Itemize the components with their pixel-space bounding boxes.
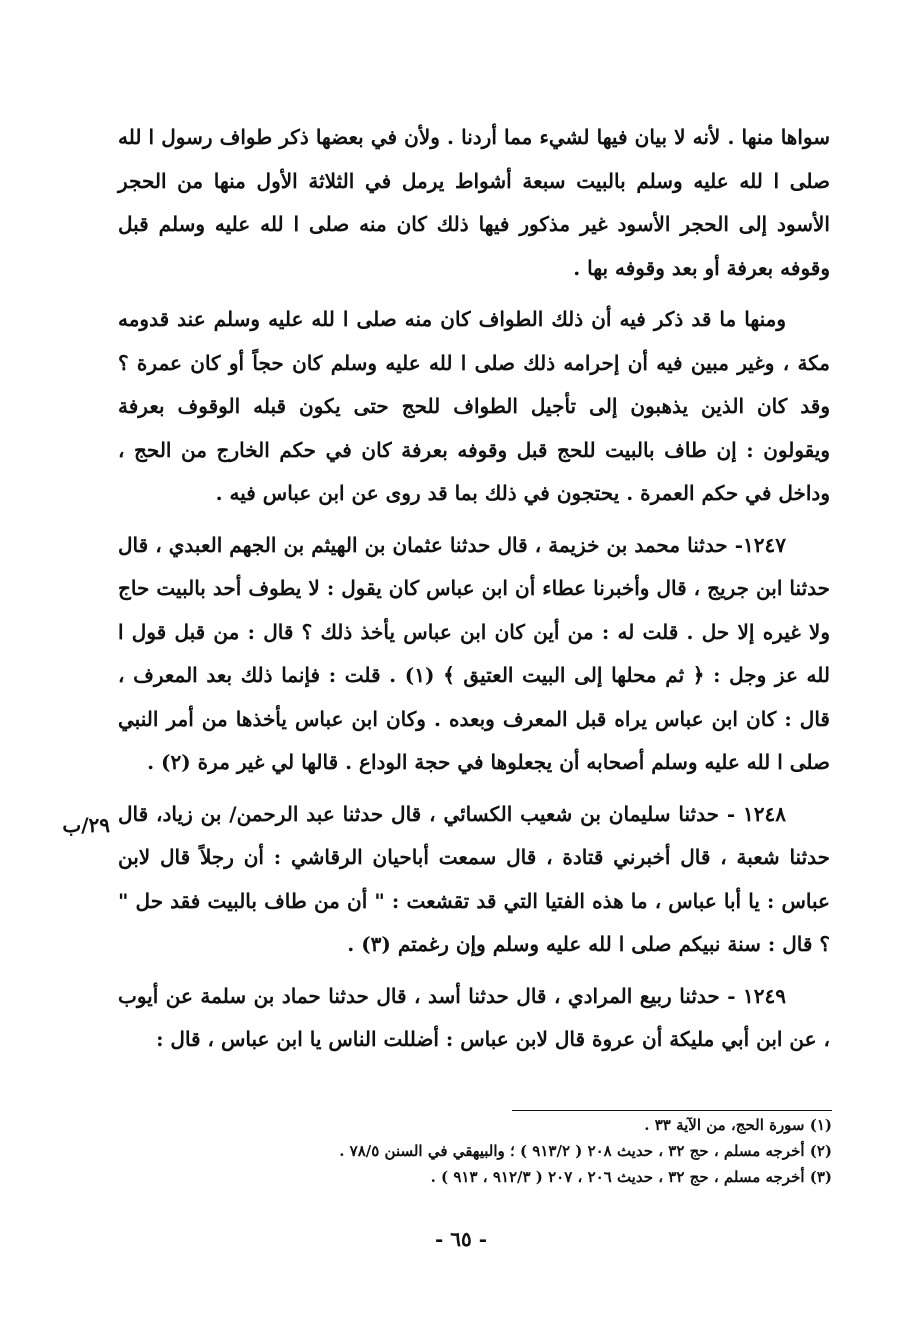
- footnotes: [200, 1112, 832, 1190]
- paragraph-2: ومنها ما قد ذكر فيه أن ذلك الطواف كان منه صلى ا لله عليه وسلم عند قدومه مكة ، وغير مبين فيه أن إحرامه ذلك صلى ا لله عليه وسلم كان حجاً أو كان عمرة ؟ وقد كان الذين يذهبون إلى تأجيل الطواف للحج حتى يكون قبله الوقوف بعرفة ويقولون : إن طاف بالبيت للحج قبل وقوفه بعرفة كان في حكم الخارج من الحج ، وداخل في حكم العمرة . يحتجون في ذلك بما قد روى عن ابن عباس فيه .: [118, 307, 830, 505]
- hadith-1247: ١٢٤٧- حدثنا محمد بن خزيمة ، قال حدثنا عثمان بن الهيثم بن الجهم العبدي ، قال حدثنا ابن جريج ، قال وأخبرنا عطاء أن ابن عباس كان يقول : لا يطوف أحد بالبيت حاج ولا غيره إلا حل . قلت له : من أين كان ابن عباس يأخذ ذلك ؟ قال : من قبل قول ا لله عز وجل : ﴿ ثم محلها إلى البيت العتيق ﴾ (١) . قلت : فإنما ذلك بعد المعرف ، قال : كان ابن عباس يراه قبل المعرف وبعده . وكان ابن عباس يأخذها من أمر النبي صلى ا لله عليه وسلم أصحابه أن يجعلوها في حجة الوداع . قالها لي غير مرة (٢) .: [118, 532, 830, 774]
- footnote-3: (٣) أخرجه مسلم ، حج ٣٢ ، حديث ٢٠٦ ، ٢٠٧ ( ٩١٢/٣ ، ٩١٣ ) .: [430, 1168, 832, 1186]
- footnote-2: (٢) أخرجه مسلم ، حج ٣٢ ، حديث ٢٠٨ ( ٩١٣/٢ ) ؛ والبيهقي في السنن ٧٨/٥ .: [339, 1142, 832, 1160]
- hadith-1249: ١٢٤٩ - حدثنا ربيع المرادي ، قال حدثنا أسد ، قال حدثنا حماد بن سلمة عن أيوب ، عن ابن أبي مليكة أن عروة قال لابن عباس : أضللت الناس يا ابن عباس ، قال :: [118, 983, 830, 1051]
- paragraph-1: سواها منها . لأنه لا بيان فيها لشيء مما أردنا . ولأن في بعضها ذكر طواف رسول ا لله صلى ا لله عليه وسلم بالبيت سبعة أشواط يرمل في الثلاثة الأول منها من الحجر الأسود إلى الحجر الأسود غير مذكور فيها ذلك كان منه صلى ا لله عليه وسلم قبل وقوفه بعرفة أو بعد وقوفه بها .: [118, 125, 830, 280]
- footnote-1: (١) سورة الحج، من الآية ٣٣ .: [644, 1116, 832, 1134]
- manuscript-folio-note: ٢٩/ب: [62, 813, 110, 837]
- hadith-1248: ١٢٤٨ - حدثنا سليمان بن شعيب الكسائي ، قال حدثنا عبد الرحمن/ بن زياد، قال حدثنا شعبة ، قال أخبرني قتادة ، قال سمعت أباحيان الرقاشي : أن رجلاً قال لابن عباس : يا أبا عباس ، ما هذه الفتيا التي قد تقشعت : " أن من طاف بالبيت فقد حل " ؟ قال : سنة نبيكم صلى ا لله عليه وسلم وإن رغمتم (٣) .: [118, 801, 830, 956]
- page-number: - ٦٥ -: [434, 1227, 487, 1251]
- main-text: [118, 116, 830, 1070]
- footnote-divider: [512, 1110, 832, 1111]
